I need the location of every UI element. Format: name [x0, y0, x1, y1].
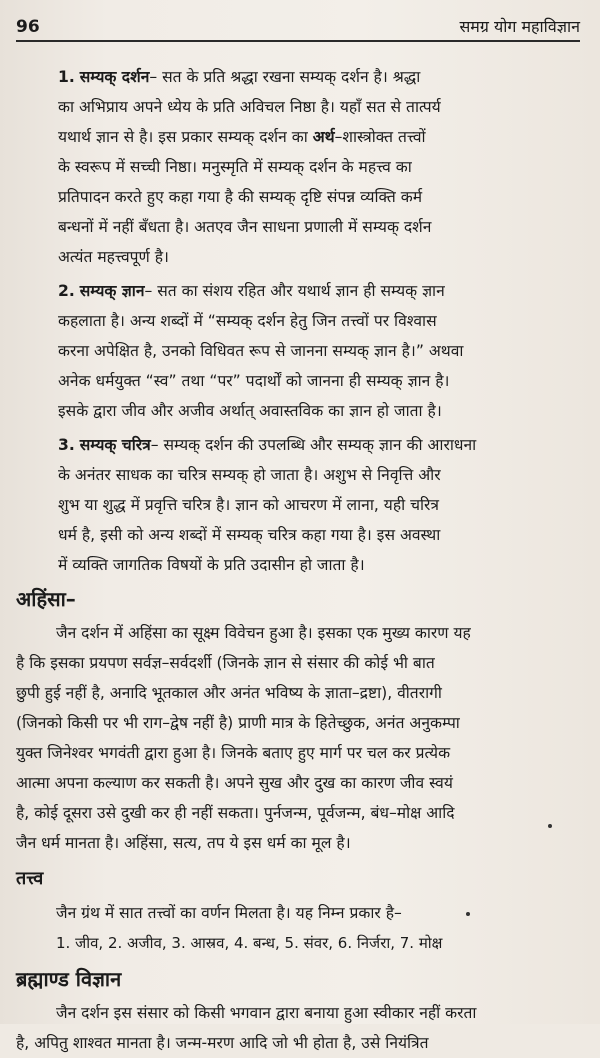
running-title: समग्र योग महाविज्ञान	[459, 17, 580, 36]
text-line: जैन दर्शन इस संसार को किसी भगवान द्वारा बनाया हुआ स्वीकार नहीं करता	[56, 1004, 477, 1022]
page-header	[16, 14, 580, 42]
section-heading: अहिंसा–	[16, 587, 76, 611]
text-line: धर्म है, इसी को अन्य शब्दों में सम्यक् चरित्र कहा गया है। इस अवस्था	[58, 526, 441, 544]
text-line: जैन धर्म मानता है। अहिंसा, सत्य, तप ये इस धर्म का मूल है।	[16, 834, 351, 852]
text-line: – सत के प्रति श्रद्धा रखना सम्यक् दर्शन है। श्रद्धा	[149, 68, 421, 86]
text-line: शुभ या शुद्ध में प्रवृत्ति चरित्र है। ज्ञान को आचरण में लाना, यही चरित्र	[58, 496, 440, 514]
text-line: है, अपितु शाश्वत मानता है। जन्म-मरण आदि जो भी होता है, उसे नियंत्रित	[16, 1034, 429, 1052]
list-item-samyak-darshan	[16, 62, 580, 272]
list-item-samyak-charitra	[16, 430, 580, 580]
text-line: कहलाता है। अन्य शब्दों में “सम्यक् दर्शन हेतु जिन तत्त्वों पर विश्वास	[58, 312, 437, 330]
text-line: में व्यक्ति जागतिक विषयों के प्रति उदासीन हो जाता है।	[58, 556, 365, 574]
item-term: सम्यक् ज्ञान	[79, 282, 145, 300]
text-line: यथार्थ ज्ञान से है। इस प्रकार सम्यक् दर्शन का	[58, 128, 308, 146]
section-heading: तत्त्व	[16, 868, 44, 889]
tattva-list: 1. जीव, 2. अजीव, 3. आस्रव, 4. बन्ध, 5. संवर, 6. निर्जरा, 7. मोक्ष	[56, 934, 443, 952]
ink-speck	[466, 912, 470, 916]
section-heading: ब्रह्माण्ड विज्ञान	[16, 967, 122, 991]
text-line: युक्त जिनेश्वर भगवंती द्वारा हुआ है। जिनके बताए हुए मार्ग पर चल कर प्रत्येक	[16, 744, 451, 762]
text-line: (जिनको किसी पर भी राग–द्वेष नहीं है) प्राणी मात्र के हितेच्छुक, अनंत अनुकम्पा	[16, 714, 460, 732]
item-number: 1.	[58, 68, 75, 86]
page-number: 96	[16, 17, 40, 37]
text-line: करना अपेक्षित है, उनको विधिवत रूप से जानना सम्यक् ज्ञान है।” अथवा	[58, 342, 464, 360]
ink-speck	[548, 824, 552, 828]
text-line: के स्वरूप में सच्ची निष्ठा। मनुस्मृति में सम्यक् दर्शन के महत्त्व का	[58, 158, 412, 176]
text-line: है, कोई दूसरा उसे दुखी कर ही नहीं सकता। पुर्नजन्म, पूर्वजन्म, बंध–मोक्ष आदि	[16, 804, 455, 822]
list-item-samyak-gyan	[16, 276, 580, 426]
item-number: 3.	[58, 436, 75, 454]
text-line: आत्मा अपना कल्याण कर सकती है। अपने सुख और दुख का कारण जीव स्वयं	[16, 774, 453, 792]
text-line: छुपी हुई नहीं है, अनादि भूतकाल और अनंत भविष्य के ज्ञाता–द्रष्टा), वीतरागी	[16, 684, 442, 702]
item-number: 2.	[58, 282, 75, 300]
text-line: इसके द्वारा जीव और अजीव अर्थात् अवास्तविक का ज्ञान हो जाता है।	[58, 402, 442, 420]
text-line: जैन दर्शन में अहिंसा का सूक्ष्म विवेचन हुआ है। इसका एक मुख्य कारण यह	[56, 624, 471, 642]
text-line: है कि इसका प्रयपण सर्वज्ञ–सर्वदर्शी (जिनके ज्ञान से संसार की कोई भी बात	[16, 654, 435, 672]
text-line: अनेक धर्मयुक्त “स्व” तथा “पर” पदार्थों को जानना ही सम्यक् ज्ञान है।	[58, 372, 450, 390]
text-line: का अभिप्राय अपने ध्येय के प्रति अविचल निष्ठा है। यहाँ सत से तात्पर्य	[58, 98, 441, 116]
artha-rest: –शास्त्रोक्त तत्त्वों	[334, 128, 426, 146]
text-line: – सत का संशय रहित और यथार्थ ज्ञान ही सम्यक् ज्ञान	[144, 282, 445, 300]
item-term: सम्यक् दर्शन	[79, 68, 150, 86]
section-brahmand	[16, 964, 580, 1058]
text-line: बन्धनों में नहीं बँधता है। अतएव जैन साधना प्रणाली में सम्यक् दर्शन	[58, 218, 432, 236]
text-line: – सम्यक् दर्शन की उपलब्धि और सम्यक् ज्ञान की आराधना	[150, 436, 477, 454]
section-tattva	[16, 864, 580, 958]
section-ahimsa	[16, 584, 580, 858]
artha-term: अर्थ	[312, 128, 335, 146]
text-line: के अनंतर साधक का चरित्र सम्यक् हो जाता है। अशुभ से निवृत्ति और	[58, 466, 441, 484]
text-line: जैन ग्रंथ में सात तत्त्वों का वर्णन मिलता है। यह निम्न प्रकार है–	[56, 904, 402, 922]
item-term: सम्यक् चरित्र	[79, 436, 151, 454]
text-line: प्रतिपादन करते हुए कहा गया है की सम्यक् दृष्टि संपन्न व्यक्ति कर्म	[58, 188, 423, 206]
text-line: अत्यंत महत्त्वपूर्ण है।	[58, 248, 169, 266]
